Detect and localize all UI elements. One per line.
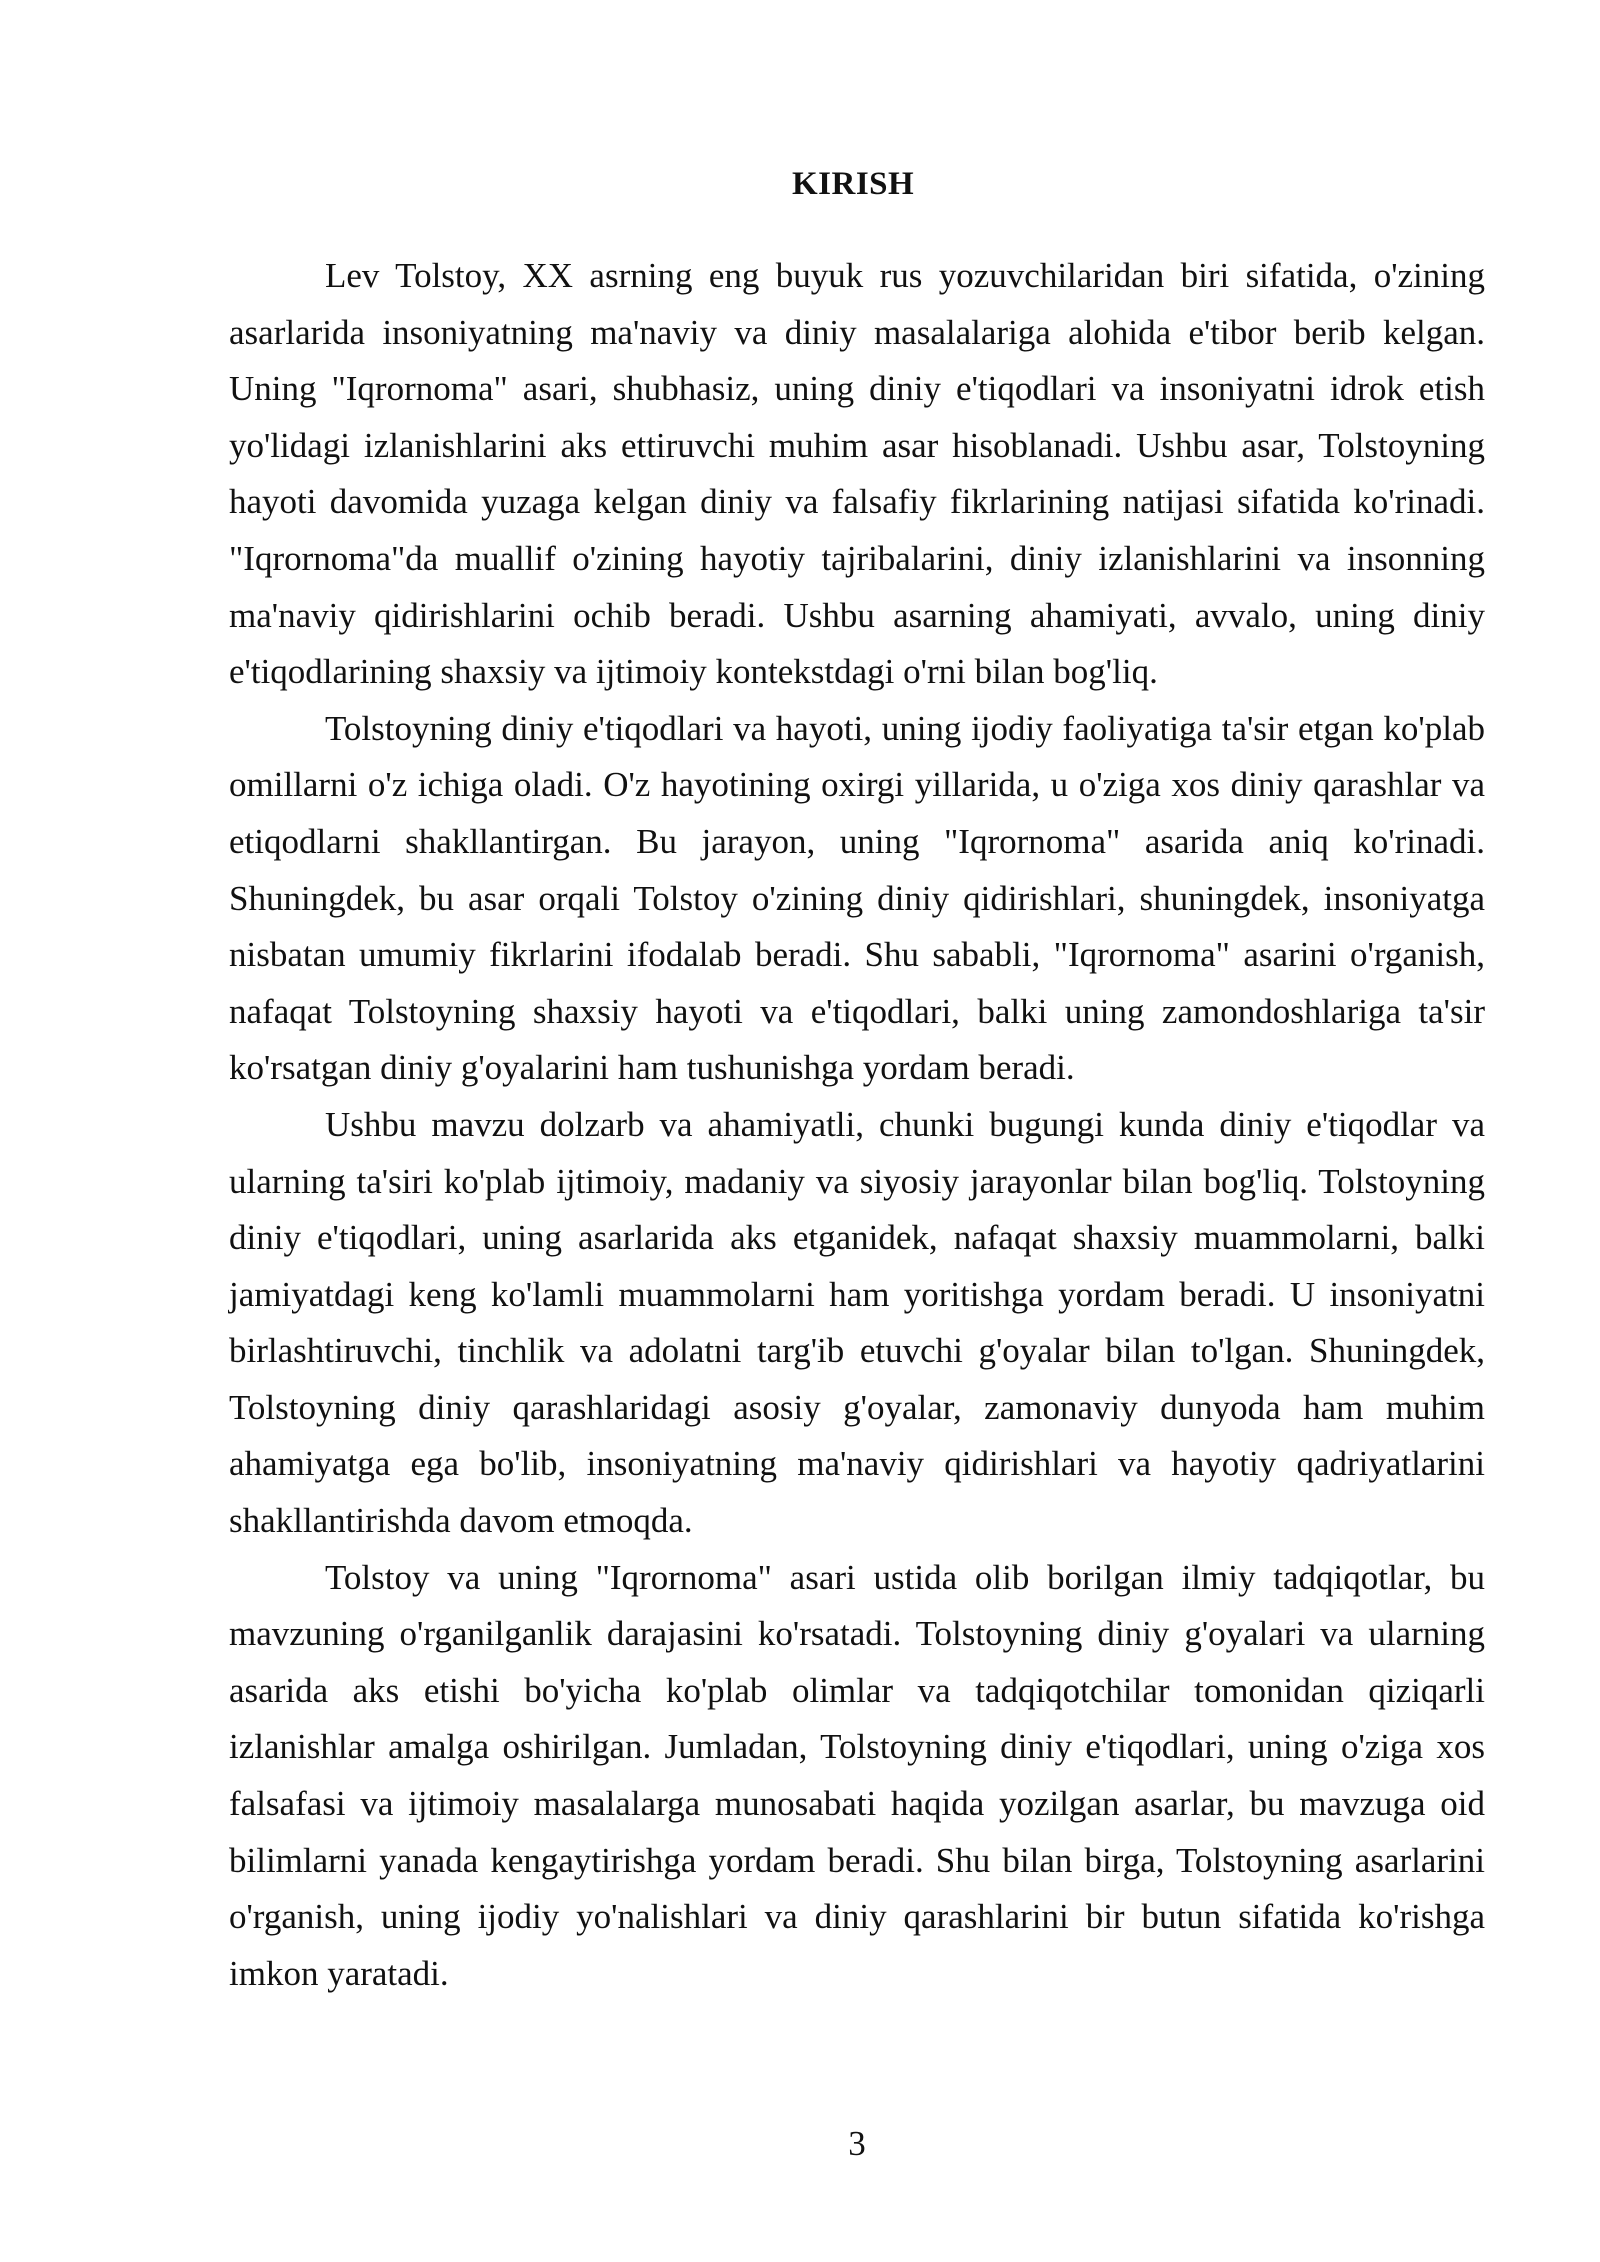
paragraph-2: Tolstoyning diniy e'tiqodlari va hayoti, uning ijodiy faoliyatiga ta'sir etgan ko'plab omillarni o'z ichiga oladi. O'z hayotining oxirgi yillarida, u o'ziga xos diniy qarashlar va etiqodlarni shakllantirgan. Bu jarayon, uning "Iqrornoma" asarida aniq ko'rinadi. Shuningdek, bu asar orqali Tolstoy o'zining diniy qidirishlari, shuningdek, insoniyatga nisbatan umumiy fikrlarini ifodalab beradi. Shu sababli, "Iqrornoma" asarini o'rganish, nafaqat Tolstoyning shaxsiy hayoti va e'tiqodlari, balki uning zamondoshlariga ta'sir ko'rsatgan diniy g'oyalarini ham tushunishga yordam beradi.: [229, 708, 1485, 1088]
page-title: KIRISH: [792, 166, 915, 202]
page-number: 3: [848, 2124, 866, 2163]
document-body: [229, 248, 1485, 2002]
paragraph-4: Tolstoy va uning "Iqrornoma" asari ustida olib borilgan ilmiy tadqiqotlar, bu mavzuning o'rganilganlik darajasini ko'rsatadi. Tolstoyning diniy g'oyalari va ularning asarida aks etishi bo'yicha ko'plab olimlar va tadqiqotchilar tomonidan qiziqarli izlanishlar amalga oshirilgan. Jumladan, Tolstoyning diniy e'tiqodlari, uning o'ziga xos falsafasi va ijtimoiy masalalarga munosabati haqida yozilgan asarlar, bu mavzuga oid bilimlarni yanada kengaytirishga yordam beradi. Shu bilan birga, Tolstoyning asarlarini o'rganish, uning ijodiy yo'nalishlari va diniy qarashlarini bir butun sifatida ko'rishga imkon yaratadi.: [229, 1557, 1485, 1993]
paragraph-3: Ushbu mavzu dolzarb va ahamiyatli, chunki bugungi kunda diniy e'tiqodlar va ularning ta'siri ko'plab ijtimoiy, madaniy va siyosiy jarayonlar bilan bog'liq. Tolstoyning diniy e'tiqodlari, uning asarlarida aks etganidek, nafaqat shaxsiy muammolarni, balki jamiyatdagi keng ko'lamli muammolarni ham yoritishga yordam beradi. U insoniyatni birlashtiruvchi, tinchlik va adolatni targ'ib etuvchi g'oyalar bilan to'lgan. Shuningdek, Tolstoyning diniy qarashlaridagi asosiy g'oyalar, zamonaviy dunyoda ham muhim ahamiyatga ega bo'lib, insoniyatning ma'naviy qidirishlari va hayotiy qadriyatlarini shakllantirishda davom etmoqda.: [229, 1104, 1485, 1541]
paragraph-1: Lev Tolstoy, XX asrning eng buyuk rus yozuvchilaridan biri sifatida, o'zining asarlarida insoniyatning ma'naviy va diniy masalalariga alohida e'tibor berib kelgan. Uning "Iqrornoma" asari, shubhasiz, uning diniy e'tiqodlari va insoniyatni idrok etish yo'lidagi izlanishlarini aks ettiruvchi muhim asar hisoblanadi. Ushbu asar, Tolstoyning hayoti davomida yuzaga kelgan diniy va falsafiy fikrlarining natijasi sifatida ko'rinadi. "Iqrornoma"da muallif o'zining hayotiy tajribalarini, diniy izlanishlarini va insonning ma'naviy qidirishlarini ochib beradi. Ushbu asarning ahamiyati, avvalo, uning diniy e'tiqodlarining shaxsiy va ijtimoiy kontekstdagi o'rni bilan bog'liq.: [229, 256, 1485, 692]
